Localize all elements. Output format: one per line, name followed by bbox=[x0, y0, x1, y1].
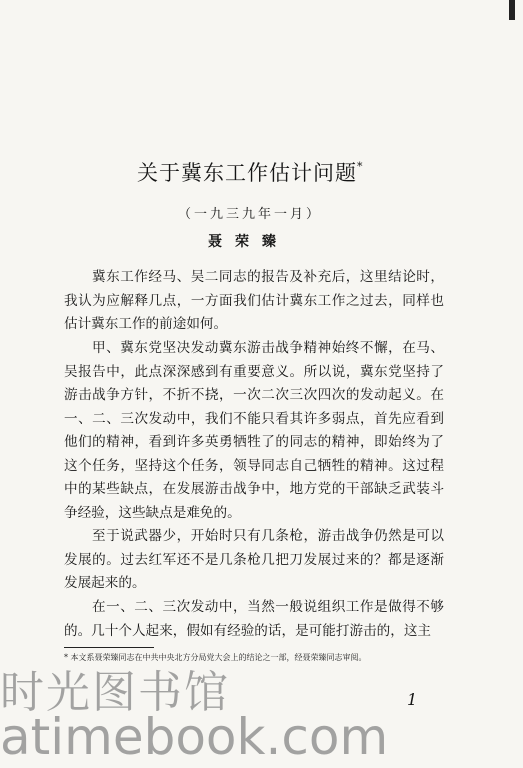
title-footnote-marker: * bbox=[357, 160, 364, 173]
title-text: 关于冀东工作估计问题 bbox=[137, 161, 357, 185]
page-number: 1 bbox=[407, 690, 418, 709]
paragraph-1: 冀东工作经马、吴二同志的报告及补充后，这里结论时，我认为应解释几点，一方面我们估计冀东工作之过去，同样也估计冀东工作的前途如何。 bbox=[64, 269, 444, 332]
watermark-chinese: 时光图书馆 bbox=[0, 667, 230, 718]
footnote: * 本文系聂荣臻同志在中共中央北方分局党大会上的结论之一部，经聂荣臻同志审阅。 bbox=[64, 653, 367, 662]
watermark-url: atimebook.com bbox=[0, 708, 389, 766]
footnote-divider bbox=[64, 647, 154, 648]
paragraph-3: 至于说武器少，开始时只有几条枪，游击战争仍然是可以发展的。过去红军还不是几条枪几把刀发展过来的？都是逐渐发展起来的。 bbox=[64, 528, 444, 591]
document-date: （一九三九年一月） bbox=[178, 207, 323, 222]
paragraph-4: 在一、二、三次发动中，当然一般说组织工作是做得不够的。几十个人起来，假如有经验的话，是可能打游击的，这主 bbox=[64, 599, 444, 639]
paragraph-2: 甲、冀东党坚决发动冀东游击战争精神始终不懈，在马、吴报告中，此点深深感到有重要意义。所以说，冀东党坚持了游击战争方针，不折不挠，一次二次三次四次的发动起义。在一、二、三次发动中，我们不能只看其许多弱点，首先应看到他们的精神，看到许多英勇牺牲了的同志的精神，即始终为了这个任务，坚持这个任务，领导同志自己牺牲的精神。这过程中的某些缺点，在发展游击战争中，地方党的干部缺乏武装斗争经验，这些缺点是难免的。 bbox=[64, 340, 444, 521]
page-edge-mark bbox=[509, 0, 515, 20]
document-title bbox=[137, 157, 364, 187]
document-author: 聂荣臻 bbox=[208, 234, 289, 250]
